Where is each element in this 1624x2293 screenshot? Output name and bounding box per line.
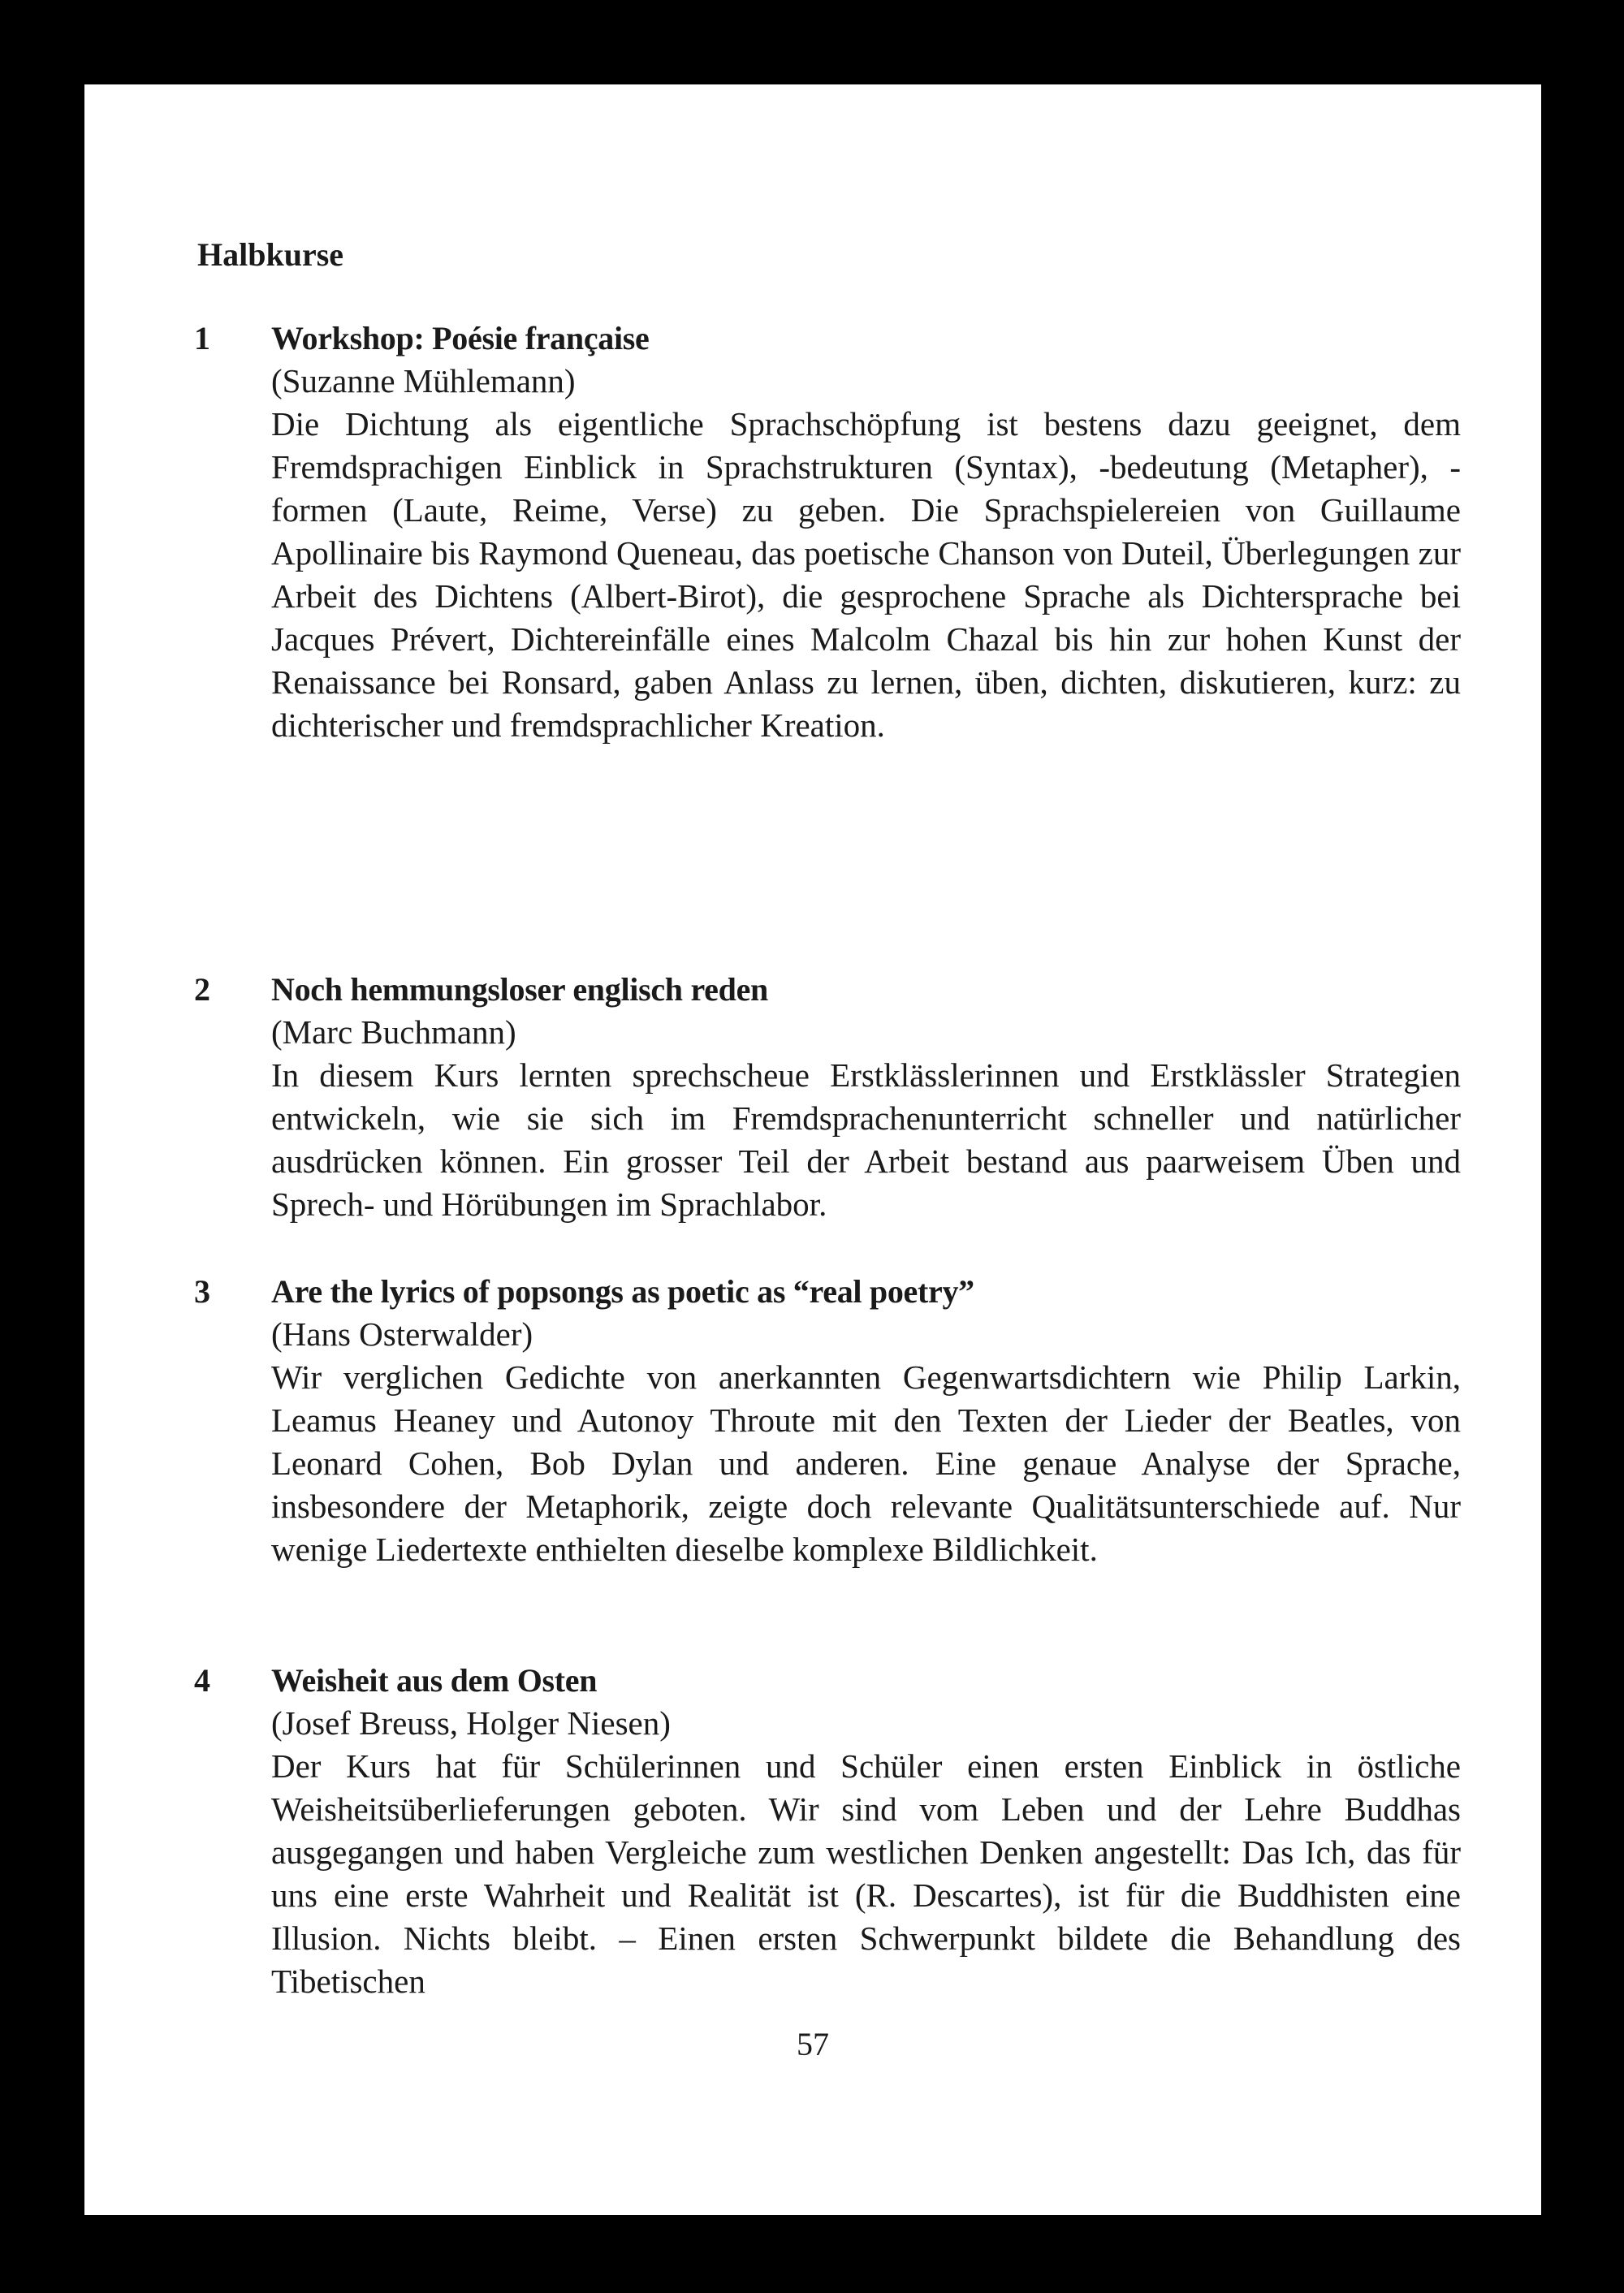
course-title: Weisheit aus dem Osten: [271, 1662, 598, 1699]
course-number: 2: [194, 971, 210, 1008]
course-description: Der Kurs hat für Schülerinnen und Schüler einen ersten Einblick in östliche Weisheitsüberlieferungen geboten. Wir sind vom Leben und der Lehre Buddhas ausgegangen und haben Vergleiche zum westlichen Denken angestellt: Das Ich, das für uns eine erste Wahrheit und Realität ist (R. Descartes), ist für die Buddhisten eine Illusion. Nichts bleibt. – Einen ersten Schwerpunkt bildete die Behandlung des Tibetischen: [271, 1747, 1461, 2000]
course-title: Noch hemmungsloser englisch reden: [271, 971, 768, 1008]
course-author: (Hans Osterwalder): [271, 1315, 533, 1353]
course-description: In diesem Kurs lernten sprechscheue Erstklässlerinnen und Erstklässler Strategien entwickeln, wie sie sich im Fremdsprachenunterricht schneller und natürlicher ausdrücken können. Ein grosser Teil der Arbeit bestand aus paarweisem Üben und Sprech- und Hörübungen im Sprachlabor.: [271, 1056, 1461, 1223]
course-title: Workshop: Poésie française: [271, 320, 650, 356]
section-title: Halbkurse: [197, 236, 344, 273]
course-body: [271, 317, 1461, 747]
course-number: 4: [194, 1662, 210, 1699]
course-description: Die Dichtung als eigentliche Sprachschöpfung ist bestens dazu geeignet, dem Fremdsprachigen Einblick in Sprachstrukturen (Syntax), -bedeutung (Metapher), -formen (Laute, Reime, Verse) zu geben. Die Sprachspielereien von Guillaume Apollinaire bis Raymond Queneau, das poetische Chanson von Duteil, Überlegungen zur Arbeit des Dichtens (Albert-Birot), die gesprochene Sprache als Dichtersprache bei Jacques Prévert, Dichtereinfälle eines Malcolm Chazal bis hin zur hohen Kunst der Renaissance bei Ronsard, gaben Anlass zu lernen, üben, dichten, diskutieren, kurz: zu dichterischer und fremdsprachlicher Kreation.: [271, 405, 1461, 744]
course-description: Wir verglichen Gedichte von anerkannten Gegenwartsdichtern wie Philip Larkin, Leamus Heaney und Autonoy Throute mit den Texten der Lieder der Beatles, von Leonard Cohen, Bob Dylan und anderen. Eine genaue Analyse der Sprache, insbesondere der Metaphorik, zeigte doch relevante Qualitätsunterschiede auf. Nur wenige Liedertexte enthielten dieselbe komplexe Bildlichkeit.: [271, 1358, 1461, 1568]
page-number: 57: [797, 2026, 829, 2062]
course-title: Are the lyrics of popsongs as poetic as “real poetry”: [271, 1273, 974, 1310]
document-page: [84, 84, 1541, 2215]
course-number: 3: [194, 1273, 210, 1310]
course-author: (Suzanne Mühlemann): [271, 362, 576, 399]
course-author: (Josef Breuss, Holger Niesen): [271, 1704, 671, 1742]
course-author: (Marc Buchmann): [271, 1013, 516, 1051]
course-body: [271, 968, 1461, 1226]
course-body: [271, 1659, 1461, 2003]
course-body: [271, 1270, 1461, 1571]
course-number: 1: [194, 320, 210, 356]
